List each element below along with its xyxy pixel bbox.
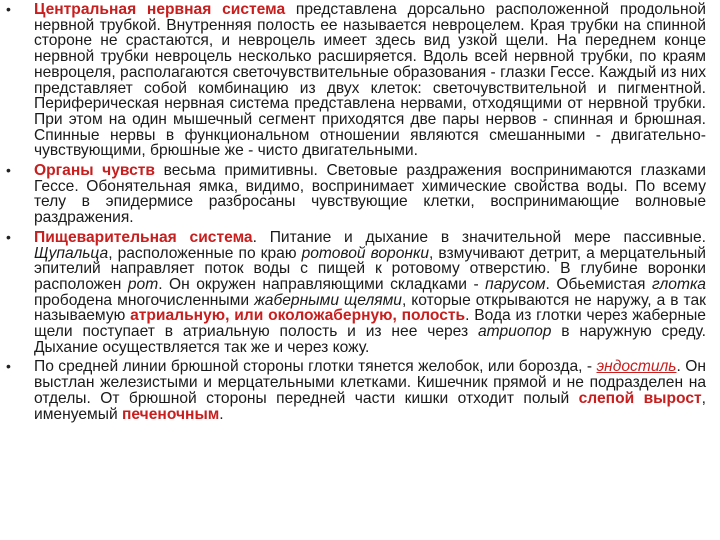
list-item-nervous-system [0,2,720,159]
text-run: , которые открываются не наружу, а в так называемую [34,291,706,325]
text-run: По средней линии брюшной стороны глотки тянется желобок, или борозда, - [34,358,597,376]
text-run: в наружную среду. Дыхание осуществляется так же и через кожу. [34,323,706,356]
highlighted-term: Пищеварительная система [34,228,253,246]
highlighted-term: Центральная нервная система [34,1,286,18]
bullet-list [0,2,720,422]
highlighted-term: печеночным [121,405,220,423]
text-run: , взмучивают детрит, а мерцательный эпителий направляет поток воды с пищей к ротовому отверстию. В глубине воронки расположен [34,244,706,293]
bullet-icon: • [6,1,11,17]
italic-term: рот [127,275,159,293]
text-run: , расположенные по краю [108,244,302,262]
bullet-icon: • [6,358,11,375]
bullet-icon: • [6,162,11,179]
paragraph-text [34,162,706,226]
text-run: . Обьемистая [545,275,652,293]
paragraph-text [34,1,706,159]
text-run: . [219,405,224,423]
text-run: . Он окружен направляющими складками - [158,275,486,293]
paragraph-text [34,358,706,422]
list-item-digestive-system [0,230,720,356]
text-run: . Питание и дыхание в значительной мере пассивные. [252,228,706,246]
highlighted-term: Органы чувств [34,162,155,180]
italic-term: парусом [485,275,546,293]
italic-term: жаберными щелями [254,291,402,309]
text-run: весьма примитивны. Световые раздражения воспринимаются глазками Гессе. Обонятельная ямка, видимо, воспринимает химические свойства воды. По всему телу в эпидермисе разбросаны чувствующие клетки, воспринимающие волновые раздражения. [34,162,706,227]
text-run: . Он выстлан железистыми и мерцательными клетками. Кишечник прямой и не подразделен на отделы. От брюшной стороны передней части кишки отходит полый [34,358,706,407]
list-item-endostyle [0,359,720,422]
italic-term: атриопор [478,323,552,341]
highlighted-term: слепой вырост [578,389,702,407]
bullet-icon: • [6,228,11,245]
text-run: . Вода из глотки через жаберные щели поступает в атриальную полость и из нее через [34,307,706,341]
paragraph-text [34,229,706,356]
italic-term: ротовой воронки [301,244,430,262]
highlighted-term: атриальную, или околожаберную, полость [130,307,466,325]
italic-term: Щупальца [34,244,109,262]
text-run: , именуемый [34,389,706,423]
list-item-sense-organs [0,163,720,226]
highlighted-term: эндостиль [596,358,677,376]
text-run: прободена многочисленными [34,291,255,309]
italic-term: глотка [651,275,706,293]
text-run: представлена дорсально расположенной продольной нервной трубкой. Внутренняя полость ее называется невроцелем. Края трубки на спинной стороне не срастаются, и невроцель имеет здесь вид узкой щели. На переднем конце нервной трубки невроцель несколько расширяется. Вдоль всей нервной трубки, по краям невроцеля, располагаются светочувствительные образования - глазки Гессе. Каждый из них представляет собой комбинацию из двух клеток: светочувствительной и пигментной. Периферическая нервная система представлена нервами, отходящими от нервной трубки. При этом на один мышечный сегмент приходятся две пары нервов - спинная и брюшная. Спинные нервы в функциональном отношении являются смешанными - двигательно- чувствующими, брюшные же - чисто двигательными. [34,1,706,160]
